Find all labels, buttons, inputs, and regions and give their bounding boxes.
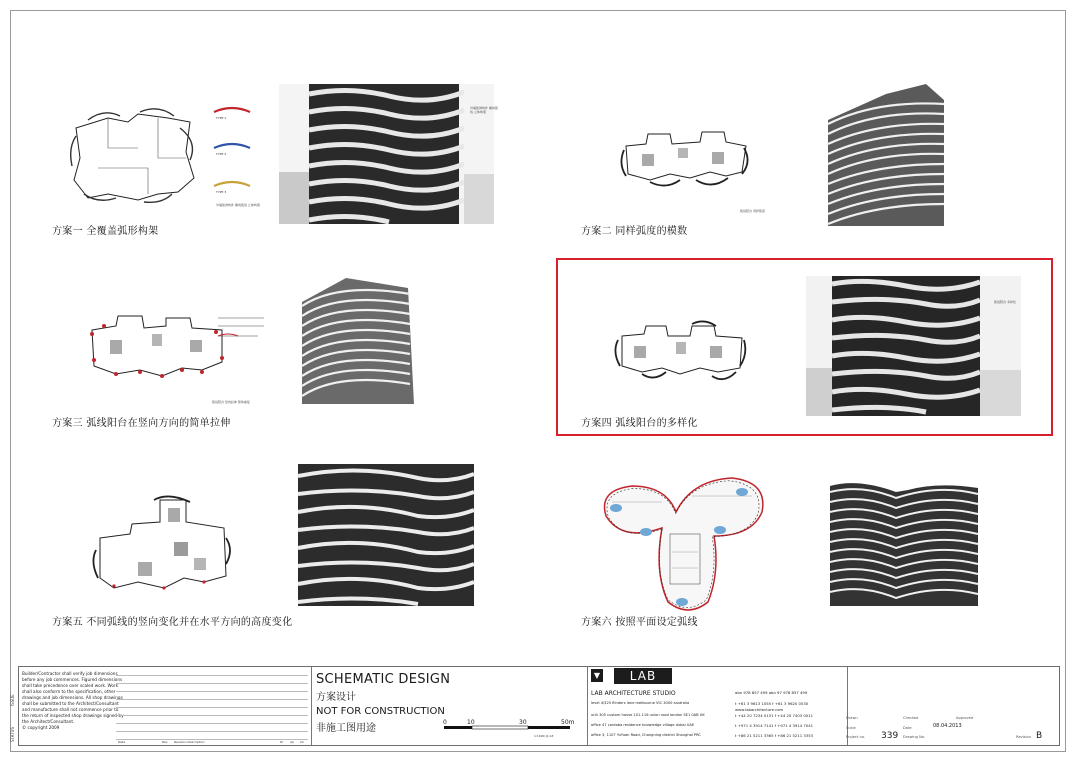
studio-logo: LAB xyxy=(614,668,672,684)
caption-3: 方案三 弧线阳台在竖向方向的简单拉伸 xyxy=(52,418,231,429)
label-drawn: Drawn xyxy=(846,716,858,720)
render-6 xyxy=(828,478,980,606)
render-5 xyxy=(298,464,474,606)
caption-6: 方案六 按照平面设定弧线 xyxy=(581,617,698,628)
phone-melbourne: t +61 3 9613 1055 f +61 3 9620 0530 xyxy=(735,701,809,706)
plan-2 xyxy=(620,128,750,190)
project-number: 339 xyxy=(881,731,899,741)
render-note-4: 弧线阳台 多样化 xyxy=(994,300,1016,304)
notes-text: Builder/Contractor shall verify job dimensions before any job commences. Figured dimensions shall take precedence over scaled work. Work shall also conform to the specification, other drawings and job dimensions. All shop drawings shall be submitted to the Architect/Consultant and manufacture shall not commence prior to the return of inspected shop drawings signed by the Architect/Consultant. xyxy=(22,671,124,724)
caption-5: 方案五 不同弧线的竖向变化并在水平方向的高度变化 xyxy=(52,617,293,628)
render-3 xyxy=(298,268,418,404)
abn: abn 978 857 499 abn 97 978 857 499 xyxy=(735,690,808,695)
legend-1: TYPE 1 xyxy=(216,116,227,120)
plan-3-annotation xyxy=(218,314,264,344)
rev-header-date: Date xyxy=(118,740,126,744)
legend-3: TYPE 3 xyxy=(216,190,227,194)
label-approved: Approved xyxy=(956,716,974,720)
scale-tick-50: 50m xyxy=(561,719,575,726)
issue-date: 08.04.2013 xyxy=(933,723,962,729)
label-project: Project no. xyxy=(846,735,865,739)
label-date: Date xyxy=(903,726,912,730)
rev-header-ap: Ap xyxy=(290,740,294,744)
scale-tick-10: 10 xyxy=(467,719,475,726)
status-label: STATUS xyxy=(10,726,15,742)
scale-tick-0: 0 xyxy=(443,719,447,726)
label-checked: Checked xyxy=(903,716,919,720)
label-revision: Revision xyxy=(1016,735,1032,739)
website-link[interactable]: www.labarchitecture.com xyxy=(735,707,784,712)
plan-note-3: 弧线阳台 竖向拉伸 简单重复 xyxy=(212,400,250,404)
plan-4 xyxy=(614,322,750,384)
revision-letter: B xyxy=(1036,731,1043,741)
rev-header-desc: Revision Description xyxy=(174,740,205,744)
address-shanghai: office 3, 1107 YuYuan Road, Changning district Shanghai PRC xyxy=(591,733,701,737)
phone-london: t +44 20 7234 0131 f +44 20 7403 0011 xyxy=(735,713,814,718)
studio-name: LAB ARCHITECTURE STUDIO xyxy=(591,690,676,697)
scale-bar xyxy=(444,726,572,734)
revision-table xyxy=(116,667,308,745)
render-note-1: 外墙装饰构件 横向弧线 立体构架 xyxy=(470,106,498,114)
render-4 xyxy=(806,276,1021,416)
general-notes xyxy=(22,671,126,731)
plan-5 xyxy=(94,498,244,594)
legend-2: TYPE 2 xyxy=(216,152,227,156)
status-title: NOT FOR CONSTRUCTION xyxy=(316,706,445,717)
phone-dubai: t +971 4 3914 7141 f +971 4 3914 7041 xyxy=(735,723,814,728)
address-london: unit 305 custom house 101-116 union road london SE1 0AB UK xyxy=(591,713,705,717)
stage-title-cn: 方案设计 xyxy=(316,692,356,703)
caption-4: 方案四 弧线阳台的多样化 xyxy=(581,418,698,429)
scale-ratio: 1:1000 @ A3 xyxy=(534,734,554,738)
plan-note-2: 弧线阳台 同样弧度 xyxy=(740,209,765,213)
plan-1 xyxy=(68,108,208,208)
label-drawing: Drawing No. xyxy=(903,735,926,739)
address-dubai: office 47 cordoba residence knowledge village dubai UAE xyxy=(591,723,695,727)
caption-1: 方案一 全覆盖弧形构架 xyxy=(52,226,159,237)
status-title-cn: 非施工图用途 xyxy=(316,723,376,734)
legend-note: 外墙装饰构件 横向弧线 立体构架 xyxy=(216,203,260,207)
scale-tick-30: 30 xyxy=(519,719,527,726)
stage-title: SCHEMATIC DESIGN xyxy=(316,672,451,687)
issue-label: ISSUE xyxy=(10,694,15,706)
address-melbourne: level 4/325 flinders lane melbourne VIC 3000 australia xyxy=(591,701,690,705)
logo-mark-icon: ▼ xyxy=(591,669,603,682)
render-2 xyxy=(826,80,948,226)
rev-header-rev: Rev xyxy=(162,740,168,744)
label-scale: Scale xyxy=(846,726,856,730)
render-1 xyxy=(279,84,494,224)
copyright: © copyright 2009 xyxy=(22,725,60,730)
caption-2: 方案二 同样弧度的模数 xyxy=(581,226,688,237)
rev-header-dr: Dr xyxy=(280,740,284,744)
rev-header-ck: Ck xyxy=(300,740,304,744)
phone-shanghai: t +86 21 5211 3365 f +86 21 5211 3353 xyxy=(735,733,814,738)
plan-6 xyxy=(592,472,776,616)
plan-3 xyxy=(86,312,236,386)
